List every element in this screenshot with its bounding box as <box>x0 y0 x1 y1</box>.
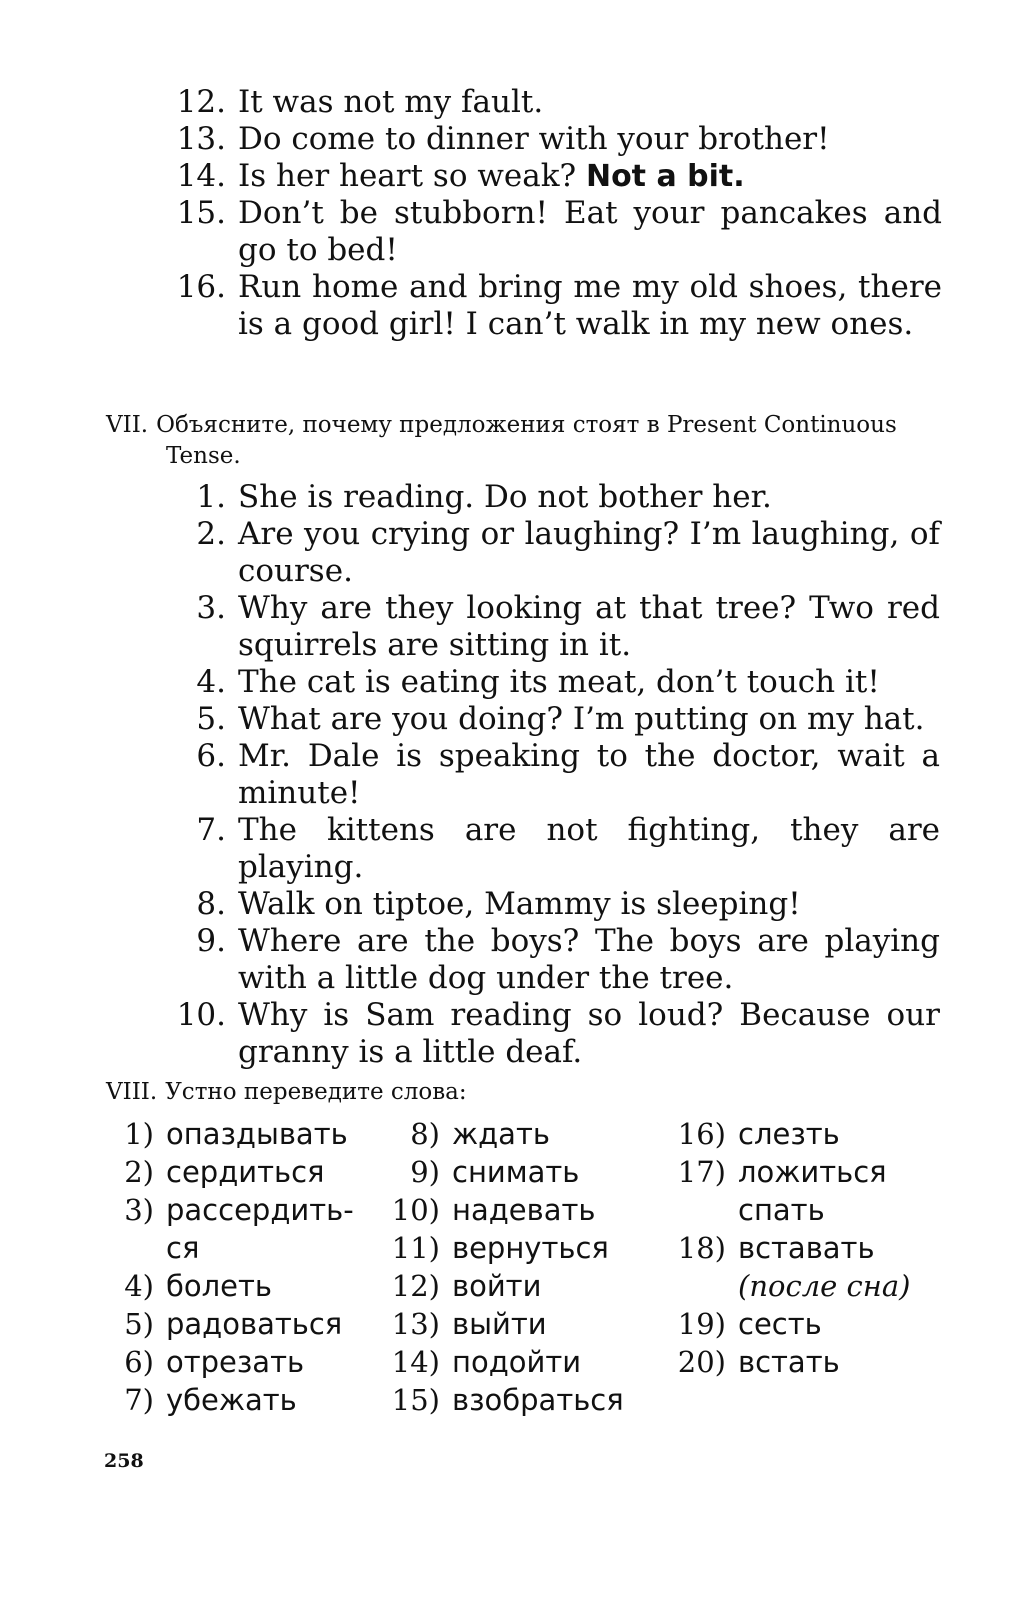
item-text: The kittens are not fighting, they are playing. <box>238 812 940 885</box>
word-number: 9) <box>410 1155 440 1189</box>
word-number: 2) <box>124 1155 154 1189</box>
word-item <box>104 1305 364 1343</box>
item-number: 8. <box>196 886 226 922</box>
section-instruction-continued: Tense. <box>166 443 241 469</box>
word-text: убежать <box>166 1383 297 1417</box>
word-number: 16) <box>677 1117 726 1151</box>
word-text: ложиться спать <box>738 1155 887 1227</box>
word-item <box>380 1153 660 1191</box>
item-text: Do come to dinner with your brother! <box>238 121 830 157</box>
word-item <box>104 1153 364 1191</box>
item-text: Why are they looking at that tree? Two red squirrels are sitting in it. <box>238 590 940 663</box>
item-number: 5. <box>196 701 226 737</box>
word-number: 20) <box>677 1345 726 1379</box>
list-item <box>160 886 940 923</box>
word-text: отрезать <box>166 1345 305 1379</box>
word-text: надевать <box>452 1193 596 1227</box>
word-number: 17) <box>677 1155 726 1189</box>
item-number: 9. <box>196 923 226 959</box>
word-item <box>660 1229 960 1305</box>
list-item <box>160 84 942 121</box>
item-text-wrapper <box>238 158 942 195</box>
word-number: 5) <box>124 1307 154 1341</box>
word-text: опаздывать <box>166 1117 348 1151</box>
item-number: 16. <box>176 269 226 305</box>
word-item <box>380 1305 660 1343</box>
word-number: 3) <box>124 1193 154 1227</box>
word-item <box>104 1343 364 1381</box>
word-text: слезть <box>738 1117 840 1151</box>
section-vii-heading <box>106 410 942 472</box>
item-text: The cat is eating its meat, don’t touch it! <box>238 664 880 700</box>
item-number: 4. <box>196 664 226 700</box>
word-text: болеть <box>166 1269 272 1303</box>
item-number: 14. <box>176 158 226 194</box>
word-item <box>380 1229 660 1267</box>
word-item <box>660 1343 960 1381</box>
word-text: вернуться <box>452 1231 609 1265</box>
item-number: 12. <box>176 84 226 120</box>
list-item <box>160 997 940 1071</box>
word-text: снимать <box>452 1155 580 1189</box>
page-number: 258 <box>104 1450 144 1472</box>
list-item <box>160 269 942 343</box>
word-number: 7) <box>124 1383 154 1417</box>
word-item <box>380 1343 660 1381</box>
word-number: 13) <box>391 1307 440 1341</box>
word-item <box>104 1381 364 1419</box>
word-number: 19) <box>677 1307 726 1341</box>
item-number: 13. <box>176 121 226 157</box>
word-number: 18) <box>677 1231 726 1265</box>
exercise-items-top <box>160 84 942 343</box>
word-text: войти <box>452 1269 542 1303</box>
item-text: What are you doing? I’m putting on my hat. <box>238 701 925 737</box>
section-instruction: Устно переведите слова: <box>165 1079 467 1105</box>
list-item <box>160 479 940 516</box>
word-column-3 <box>660 1115 960 1381</box>
item-text: Are you crying or laughing? I’m laughing, of course. <box>238 516 940 589</box>
word-number: 1) <box>124 1117 154 1151</box>
word-number: 14) <box>391 1345 440 1379</box>
item-bold-answer: Not a bit. <box>585 159 745 194</box>
word-text: встать <box>738 1345 840 1379</box>
item-number: 7. <box>196 812 226 848</box>
word-text: выйти <box>452 1307 547 1341</box>
word-item <box>380 1267 660 1305</box>
list-item <box>160 812 940 886</box>
list-item <box>160 516 940 590</box>
word-item <box>660 1115 960 1153</box>
section-vii-items <box>160 479 940 1071</box>
item-number: 10. <box>176 997 226 1033</box>
list-item <box>160 664 940 701</box>
word-number: 15) <box>391 1383 440 1417</box>
list-item <box>160 590 940 664</box>
word-number: 4) <box>124 1269 154 1303</box>
word-number: 12) <box>391 1269 440 1303</box>
word-text: вставать <box>738 1231 875 1265</box>
word-column-2 <box>380 1115 660 1419</box>
list-item <box>160 121 942 158</box>
word-item <box>660 1305 960 1343</box>
word-number: 10) <box>391 1193 440 1227</box>
word-item <box>380 1115 660 1153</box>
section-instruction: Объясните, почему предложения стоят в Present Continuous <box>156 412 897 438</box>
item-text: She is reading. Do not bother her. <box>238 479 772 515</box>
list-item <box>160 158 942 195</box>
word-text-wrapper <box>738 1229 960 1305</box>
word-number: 8) <box>410 1117 440 1151</box>
word-text: рассердить-ся <box>166 1193 354 1265</box>
section-viii-heading <box>106 1077 467 1108</box>
item-text: Don’t be stubborn! Eat your pancakes and go to bed! <box>238 195 942 268</box>
word-item <box>380 1381 660 1419</box>
list-item <box>160 923 940 997</box>
word-item <box>104 1191 364 1267</box>
item-text: Is her heart so weak? <box>238 158 577 194</box>
word-text: подойти <box>452 1345 582 1379</box>
word-item <box>104 1115 364 1153</box>
word-text: взобраться <box>452 1383 624 1417</box>
section-number: VII. <box>106 412 149 438</box>
word-number: 11) <box>391 1231 440 1265</box>
item-number: 15. <box>176 195 226 231</box>
item-number: 1. <box>196 479 226 515</box>
word-note: (после сна) <box>738 1269 911 1303</box>
item-text: Mr. Dale is speaking to the doctor, wait a minute! <box>238 738 940 811</box>
item-number: 2. <box>196 516 226 552</box>
item-number: 6. <box>196 738 226 774</box>
word-item <box>380 1191 660 1229</box>
section-number: VIII. <box>106 1079 158 1105</box>
item-text: Why is Sam reading so loud? Because our granny is a little deaf. <box>238 997 940 1070</box>
word-text: сердиться <box>166 1155 325 1189</box>
list-item <box>160 195 942 269</box>
item-number: 3. <box>196 590 226 626</box>
item-text: Walk on tiptoe, Mammy is sleeping! <box>238 886 801 922</box>
list-item <box>160 738 940 812</box>
word-number: 6) <box>124 1345 154 1379</box>
word-text: ждать <box>452 1117 550 1151</box>
item-text: It was not my fault. <box>238 84 544 120</box>
item-text: Where are the boys? The boys are playing with a little dog under the tree. <box>238 923 940 996</box>
word-item <box>104 1267 364 1305</box>
list-item <box>160 701 940 738</box>
word-item <box>660 1153 960 1229</box>
word-text: сесть <box>738 1307 822 1341</box>
word-text: радоваться <box>166 1307 343 1341</box>
item-text: Run home and bring me my old shoes, there is a good girl! I can’t walk in my new ones. <box>238 269 942 342</box>
word-column-1 <box>104 1115 364 1419</box>
